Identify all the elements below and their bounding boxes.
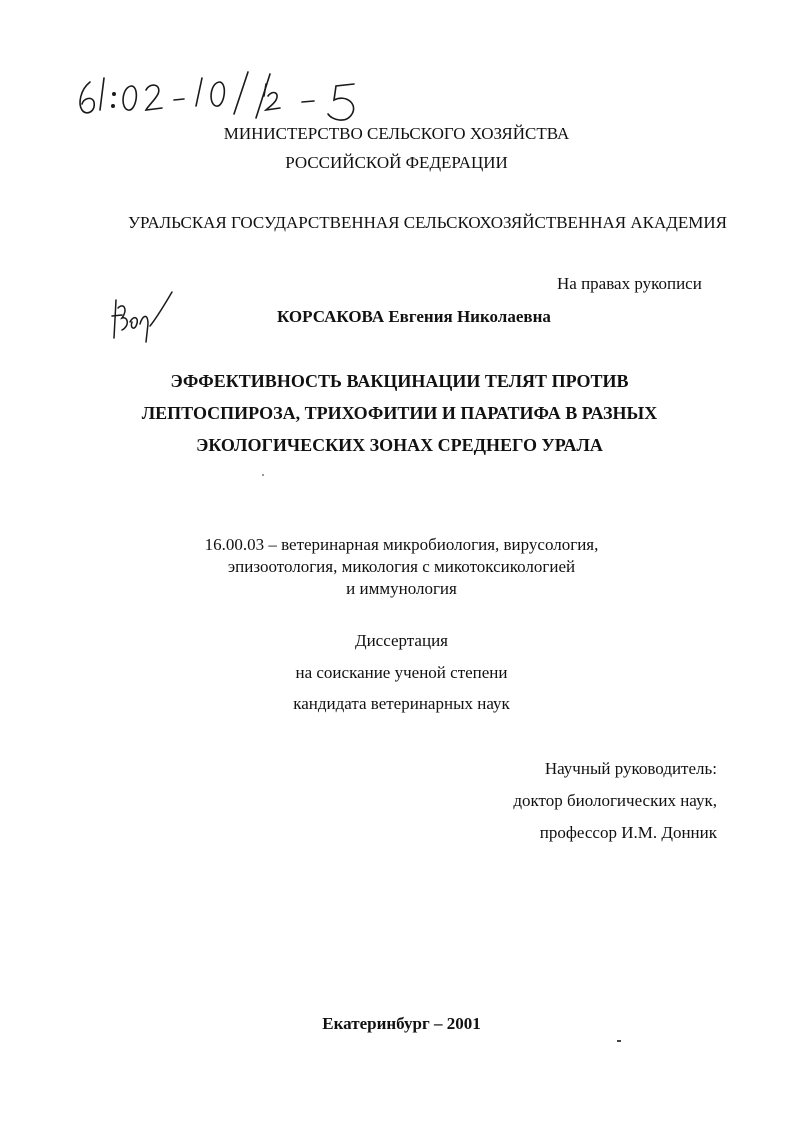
degree-line-1: на соискание ученой степени (295, 663, 508, 682)
specialty-line-3: и иммунология (346, 579, 457, 598)
supervisor-label: Научный руководитель: (544, 759, 717, 778)
ministry-line-1: МИНИСТЕРСТВО СЕЛЬСКОГО ХОЗЯЙСТВА (223, 124, 570, 143)
thesis-title-line-1: ЭФФЕКТИВНОСТЬ ВАКЦИНАЦИИ ТЕЛЯТ ПРОТИВ (170, 371, 629, 391)
signature (108, 288, 178, 348)
dissertation-label: Диссертация (354, 631, 448, 650)
place-and-year: Екатеринбург – 2001 (322, 1014, 481, 1033)
ministry-line-2: РОССИЙСКОЙ ФЕДЕРАЦИИ (285, 153, 508, 172)
thesis-title-line-2: ЛЕПТОСПИРОЗА, ТРИХОФИТИИ И ПАРАТИФА В РАЗНЫХ (141, 403, 658, 423)
specialty-line-2: эпизоотология, микология с микотоксикологией (227, 557, 576, 576)
manuscript-rights-note: На правах рукописи (557, 274, 702, 293)
specialty-line-1: 16.00.03 – ветеринарная микробиология, вирусология, (204, 535, 599, 554)
supervisor-degree: доктор биологических наук, (513, 791, 717, 810)
supervisor-name: профессор И.М. Донник (539, 823, 717, 842)
degree-line-2: кандидата ветеринарных наук (293, 694, 510, 713)
scan-speck (262, 474, 264, 476)
scan-speck (617, 1040, 621, 1042)
thesis-title-line-3: ЭКОЛОГИЧЕСКИХ ЗОНАХ СРЕДНЕГО УРАЛА (196, 435, 603, 455)
author-name: КОРСАКОВА Евгения Николаевна (277, 307, 551, 326)
academy-name: УРАЛЬСКАЯ ГОСУДАРСТВЕННАЯ СЕЛЬСКОХОЗЯЙСТВЕННАЯ АКАДЕМИЯ (128, 213, 727, 232)
